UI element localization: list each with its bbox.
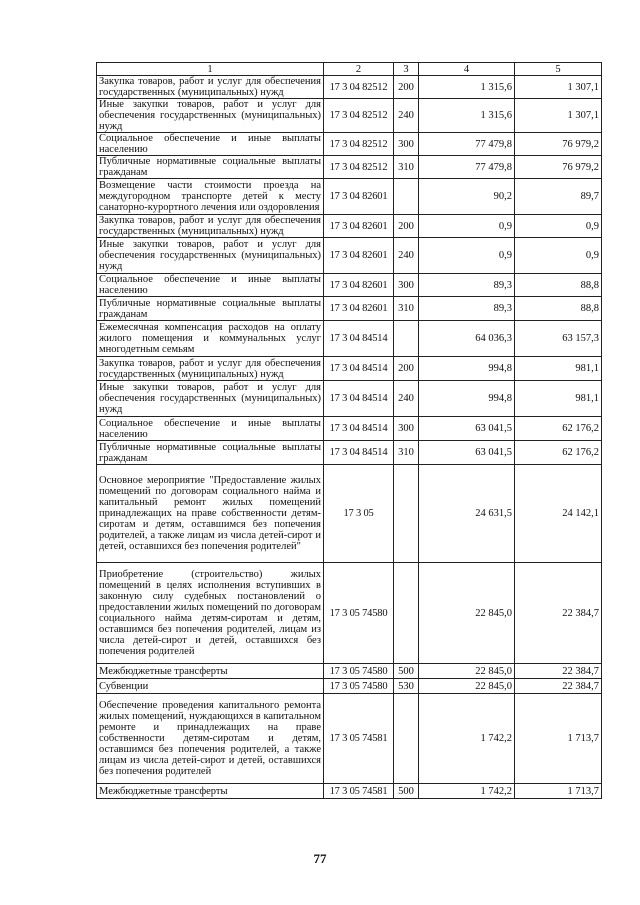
row-value-col4: 0,9 (419, 238, 515, 274)
table-row (97, 215, 602, 238)
row-name: Обеспечение проведения капитального ремонта жилых помещений, нуждающихся в капитальном ремонте и принадлежащих на праве собственности детям-сиротам и детям, оставшимся без попечения родителей, а также лицам из числа детей-сирот и детей, оставшихся без попечения родителей (97, 694, 324, 784)
row-value-col4: 0,9 (419, 215, 515, 238)
table-row (97, 133, 602, 156)
row-value-col4: 1 315,6 (419, 99, 515, 133)
row-expense-type: 300 (394, 133, 419, 156)
row-name: Социальное обеспечение и иные выплаты населению (97, 274, 324, 297)
row-name: Закупка товаров, работ и услуг для обеспечения государственных (муниципальных) нужд (97, 357, 324, 381)
row-value-col5: 89,7 (515, 179, 602, 215)
budget-table (96, 62, 602, 799)
row-name: Публичные нормативные социальные выплаты гражданам (97, 297, 324, 321)
row-value-col4: 22 845,0 (419, 563, 515, 664)
table-row (97, 357, 602, 381)
row-value-col4: 22 845,0 (419, 664, 515, 679)
row-value-col5: 62 176,2 (515, 441, 602, 465)
row-value-col5: 981,1 (515, 381, 602, 417)
row-name: Публичные нормативные социальные выплаты гражданам (97, 441, 324, 465)
row-expense-type: 300 (394, 274, 419, 297)
row-name: Межбюджетные трансферты (97, 664, 324, 679)
table-header-row (97, 63, 602, 76)
row-name: Ежемесячная компенсация расходов на оплату жилого помещения и коммунальных услуг многодетным семьям (97, 321, 324, 357)
row-code: 17 3 04 82601 (324, 297, 394, 321)
table-row (97, 321, 602, 357)
row-name: Иные закупки товаров, работ и услуг для обеспечения государственных (муниципальных) нужд (97, 381, 324, 417)
row-value-col5: 1 307,1 (515, 99, 602, 133)
row-value-col5: 1 713,7 (515, 694, 602, 784)
row-expense-type: 500 (394, 784, 419, 799)
row-value-col4: 89,3 (419, 297, 515, 321)
row-name: Субвенции (97, 679, 324, 694)
table-row (97, 784, 602, 799)
row-value-col5: 22 384,7 (515, 664, 602, 679)
row-value-col4: 994,8 (419, 357, 515, 381)
row-value-col4: 90,2 (419, 179, 515, 215)
table-row (97, 381, 602, 417)
column-header: 3 (394, 63, 419, 76)
row-name: Межбюджетные трансферты (97, 784, 324, 799)
row-code: 17 3 04 82601 (324, 215, 394, 238)
row-code: 17 3 04 84514 (324, 321, 394, 357)
row-name: Приобретение (строительство) жилых помещений в целях исполнения вступивших в законную силу судебных постановлений о предоставлении жилых помещений по договорам социального найма детям-сиротам и детям, оставшимся без попечения родителей, лицам из числа детей-сирот и детей, оставшихся без попечения родителей (97, 563, 324, 664)
column-header: 2 (324, 63, 394, 76)
row-expense-type: 200 (394, 357, 419, 381)
row-code: 17 3 05 (324, 465, 394, 563)
column-header: 1 (97, 63, 324, 76)
row-value-col4: 89,3 (419, 274, 515, 297)
row-name: Возмещение части стоимости проезда на междугородном транспорте детей к месту санаторно-курортного лечения или оздоровления (97, 179, 324, 215)
row-expense-type: 300 (394, 417, 419, 441)
row-code: 17 3 05 74581 (324, 694, 394, 784)
row-expense-type (394, 563, 419, 664)
row-code: 17 3 04 82601 (324, 238, 394, 274)
row-value-col4: 77 479,8 (419, 156, 515, 179)
row-value-col5: 0,9 (515, 215, 602, 238)
row-value-col5: 63 157,3 (515, 321, 602, 357)
row-name: Социальное обеспечение и иные выплаты населению (97, 417, 324, 441)
row-code: 17 3 05 74581 (324, 784, 394, 799)
table-row (97, 679, 602, 694)
table-row (97, 664, 602, 679)
row-value-col4: 24 631,5 (419, 465, 515, 563)
row-expense-type: 240 (394, 99, 419, 133)
table-row (97, 694, 602, 784)
row-code: 17 3 04 84514 (324, 417, 394, 441)
table-row (97, 465, 602, 563)
row-value-col4: 64 036,3 (419, 321, 515, 357)
row-value-col5: 88,8 (515, 274, 602, 297)
table-row (97, 441, 602, 465)
row-value-col5: 22 384,7 (515, 563, 602, 664)
row-value-col5: 981,1 (515, 357, 602, 381)
row-code: 17 3 05 74580 (324, 679, 394, 694)
row-code: 17 3 04 84514 (324, 441, 394, 465)
table-row (97, 76, 602, 99)
row-value-col5: 22 384,7 (515, 679, 602, 694)
row-value-col4: 1 315,6 (419, 76, 515, 99)
row-code: 17 3 05 74580 (324, 664, 394, 679)
row-expense-type: 200 (394, 76, 419, 99)
row-value-col5: 76 979,2 (515, 133, 602, 156)
row-expense-type: 310 (394, 441, 419, 465)
row-expense-type: 240 (394, 238, 419, 274)
row-code: 17 3 04 82601 (324, 274, 394, 297)
row-code: 17 3 04 82512 (324, 156, 394, 179)
row-name: Основное мероприятие "Предоставление жилых помещений по договорам социального найма и капитальный ремонт жилых помещений принадлежащих на праве собственности детям-сиротам и детям, оставшимся без попечения родителей, а также лицам из числа детей-сирот и детей, оставшихся без попечения родителей" (97, 465, 324, 563)
row-name: Иные закупки товаров, работ и услуг для обеспечения государственных (муниципальных) нужд (97, 238, 324, 274)
row-expense-type (394, 465, 419, 563)
row-value-col5: 76 979,2 (515, 156, 602, 179)
row-name: Закупка товаров, работ и услуг для обеспечения государственных (муниципальных) нужд (97, 76, 324, 99)
row-value-col4: 1 742,2 (419, 694, 515, 784)
row-code: 17 3 04 84514 (324, 357, 394, 381)
row-value-col5: 62 176,2 (515, 417, 602, 441)
row-value-col4: 22 845,0 (419, 679, 515, 694)
table-row (97, 156, 602, 179)
row-value-col4: 63 041,5 (419, 441, 515, 465)
row-code: 17 3 04 82512 (324, 76, 394, 99)
row-value-col5: 1 307,1 (515, 76, 602, 99)
row-name: Иные закупки товаров, работ и услуг для обеспечения государственных (муниципальных) нужд (97, 99, 324, 133)
row-code: 17 3 04 82512 (324, 133, 394, 156)
row-name: Публичные нормативные социальные выплаты гражданам (97, 156, 324, 179)
table-row (97, 179, 602, 215)
row-value-col5: 0,9 (515, 238, 602, 274)
row-value-col5: 1 713,7 (515, 784, 602, 799)
row-value-col4: 63 041,5 (419, 417, 515, 441)
row-name: Закупка товаров, работ и услуг для обеспечения государственных (муниципальных) нужд (97, 215, 324, 238)
row-value-col4: 1 742,2 (419, 784, 515, 799)
row-name: Социальное обеспечение и иные выплаты населению (97, 133, 324, 156)
page-number: 77 (313, 851, 327, 866)
row-code: 17 3 04 84514 (324, 381, 394, 417)
table-row (97, 274, 602, 297)
table-row (97, 238, 602, 274)
row-expense-type: 310 (394, 297, 419, 321)
table-row (97, 297, 602, 321)
table-row (97, 417, 602, 441)
row-expense-type: 530 (394, 679, 419, 694)
table-row (97, 563, 602, 664)
row-code: 17 3 04 82512 (324, 99, 394, 133)
column-header: 4 (419, 63, 515, 76)
row-expense-type: 500 (394, 664, 419, 679)
column-header: 5 (515, 63, 602, 76)
row-value-col4: 994,8 (419, 381, 515, 417)
row-expense-type (394, 694, 419, 784)
row-value-col5: 24 142,1 (515, 465, 602, 563)
row-expense-type: 310 (394, 156, 419, 179)
row-expense-type (394, 321, 419, 357)
table-row (97, 99, 602, 133)
row-code: 17 3 04 82601 (324, 179, 394, 215)
row-code: 17 3 05 74580 (324, 563, 394, 664)
row-expense-type: 240 (394, 381, 419, 417)
row-value-col5: 88,8 (515, 297, 602, 321)
row-expense-type (394, 179, 419, 215)
row-expense-type: 200 (394, 215, 419, 238)
row-value-col4: 77 479,8 (419, 133, 515, 156)
